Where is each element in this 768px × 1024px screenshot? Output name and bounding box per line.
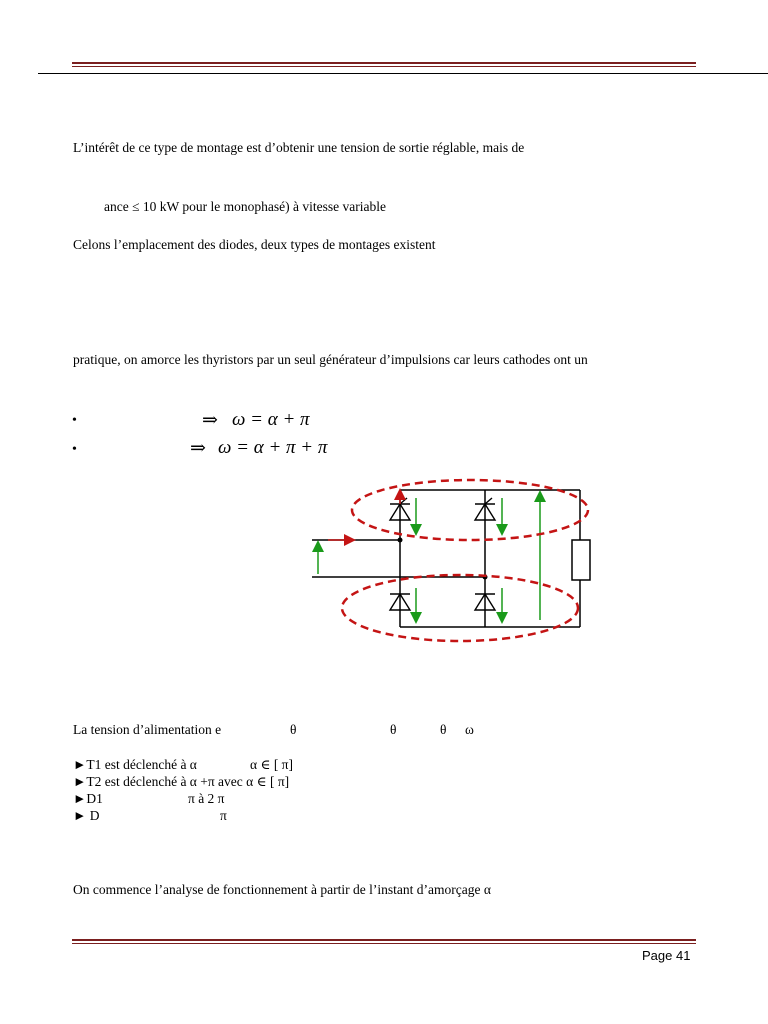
thyristor-bridge-diagram <box>300 470 600 655</box>
list-item-t1: ►T1 est déclenché à α <box>73 757 197 772</box>
bullet-mark-2: • <box>72 442 77 457</box>
paragraph-power: ance ≤ 10 kW pour le monophasé) à vitesse variable <box>104 199 386 214</box>
header-rule-black <box>38 73 768 74</box>
header-rule-red-top <box>72 62 696 64</box>
group-ellipse-bottom <box>342 575 578 641</box>
footer-rule-red-top <box>72 939 696 941</box>
list-item-t2: ►T2 est déclenché à α +π avec α ∈ [ π] <box>73 774 290 789</box>
paragraph-practice: pratique, on amorce les thyristors par un seul générateur d’impulsions car leurs cathodes ont un <box>73 352 588 367</box>
formula-1: ω = α + π <box>232 409 310 430</box>
list-item-d1: ►D1 <box>73 791 103 806</box>
current-arrows <box>328 494 400 540</box>
formula-1-arrow: ⇒ <box>202 410 218 431</box>
group-ellipse-top <box>352 480 588 540</box>
supply-voltage-sym-4: ω <box>465 722 474 737</box>
list-item-d1-range: π à 2 π <box>188 791 225 806</box>
list-item-d2-range: π <box>220 808 227 823</box>
header-rule-red-bottom <box>72 66 696 67</box>
paragraph-analysis: On commence l’analyse de fonctionnement à partir de l’instant d’amorçage α <box>73 882 491 897</box>
formula-2: ω = α + π + π <box>218 437 328 458</box>
list-item-t1-range: α ∈ [ π] <box>250 757 293 772</box>
voltage-arrows <box>318 496 540 620</box>
paragraph-types: Celons l’emplacement des diodes, deux types de montages existent <box>73 237 436 252</box>
formula-2-arrow: ⇒ <box>190 438 206 459</box>
bullet-mark-1: • <box>72 413 77 428</box>
supply-voltage-sym-1: θ <box>290 722 297 737</box>
supply-voltage-sym-2: θ <box>390 722 397 737</box>
footer-rule-red-bottom <box>72 943 696 944</box>
junction-dot-left <box>398 538 403 543</box>
supply-voltage-lead: La tension d’alimentation e <box>73 722 222 737</box>
paragraph-intro: L’intérêt de ce type de montage est d’obtenir une tension de sortie réglable, mais de <box>73 140 525 155</box>
supply-voltage-sym-3: θ <box>440 722 447 737</box>
list-item-d2: ► D <box>73 808 100 823</box>
load-resistor <box>572 540 590 580</box>
page-number: Page 41 <box>642 948 691 963</box>
